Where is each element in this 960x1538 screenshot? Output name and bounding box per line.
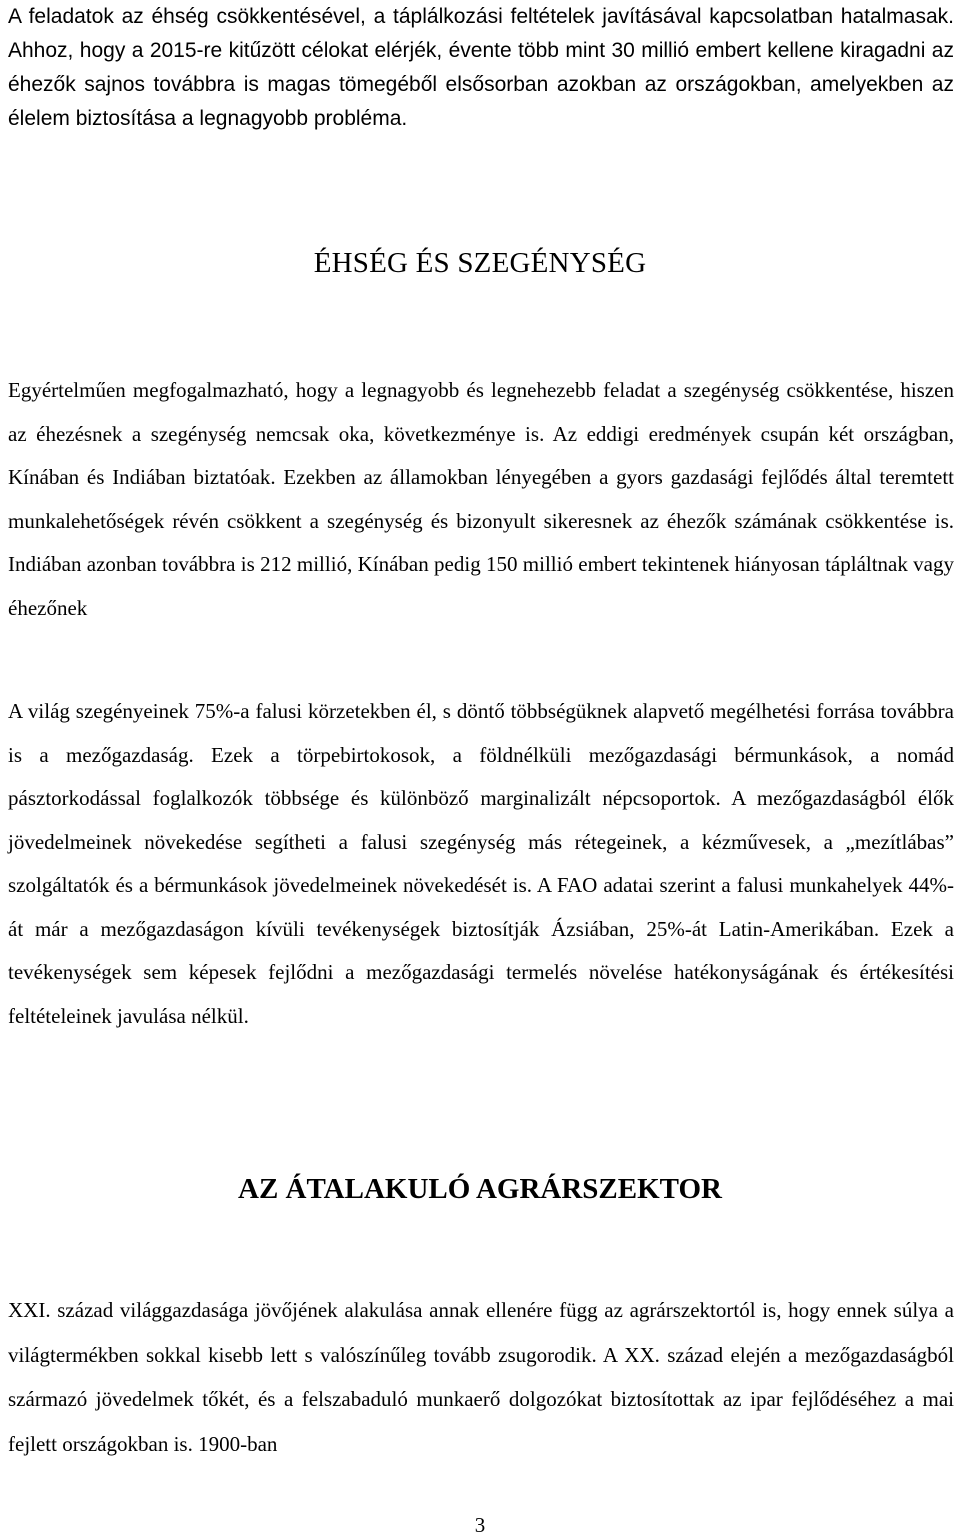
body-paragraph: A világ szegényeinek 75%-a falusi körzetekben él, s döntő többségüknek alapvető megélhetési forrása továbbra is a mezőgazdaság. Ezek a törpebirtokosok, a földnélküli mezőgazdasági bérmunkások, a nomád pásztorkodással foglalkozók többsége és különböző marginalizált népcsoportok. A mezőgazdaságból élők jövedelmeinek növekedése segítheti a falusi szegénység más rétegeinek, a kézművesek, a „mezítlábas” szolgáltatók és a bérmunkások jövedelmeinek növekedését is. A FAO adatai szerint a falusi munkahelyek 44%-át már a mezőgazdaságon kívüli tevékenységek biztosítják Ázsiában, 25%-át Latin-Amerikában. Ezek a tevékenységek sem képesek fejlődni a mezőgazdasági termelés növelése hatékonyságának és értékesítési feltételeinek javulása nélkül. xyxy=(8,699,954,1028)
body-paragraph: Egyértelműen megfogalmazható, hogy a legnagyobb és legnehezebb feladat a szegénység csökkentése, hiszen az éhezésnek a szegénység nemcsak oka, következménye is. Az eddigi eredmények csupán két országban, Kínában és Indiában biztatóak. Ezekben az államokban lényegében a gyors gazdasági fejlődés által teremtett munkalehetőségek révén csökkent a szegénység és bizonyult sikeresnek az éhezők számának csökkentése is. Indiában azonban továbbra is 212 millió, Kínában pedig 150 millió embert tekintenek hiányosan tápláltnak vagy éhezőnek xyxy=(8,378,954,620)
page-number: 3 xyxy=(474,1513,486,1537)
section-heading-agrarian-sector: AZ ÁTALAKULÓ AGRÁRSZEKTOR xyxy=(238,1173,722,1205)
intro-paragraph: A feladatok az éhség csökkentésével, a táplálkozási feltételek javításával kapcsolatban hatalmasak. Ahhoz, hogy a 2015-re kitűzött célokat elérjék, évente több mint 30 millió embert kellene kiragadni az éhezők sajnos továbbra is magas tömegéből elsősorban azokban az országokban, amelyekben az élelem biztosítása a legnagyobb probléma. xyxy=(8,5,954,130)
body-paragraph: XXI. század világgazdasága jövőjének alakulása annak ellenére függ az agrárszektortól is, hogy ennek súlya a világtermékben sokkal kisebb lett s valószínűleg tovább zsugorodik. A XX. század elején a mezőgazdaságból származó jövedelmek tőkét, és a felszabaduló munkaerő dolgozókat biztosítottak az ipar fejlődéséhez a mai fejlett országokban is. 1900-ban xyxy=(8,1298,954,1456)
section-heading-hunger-poverty: ÉHSÉG ÉS SZEGÉNYSÉG xyxy=(313,247,647,279)
